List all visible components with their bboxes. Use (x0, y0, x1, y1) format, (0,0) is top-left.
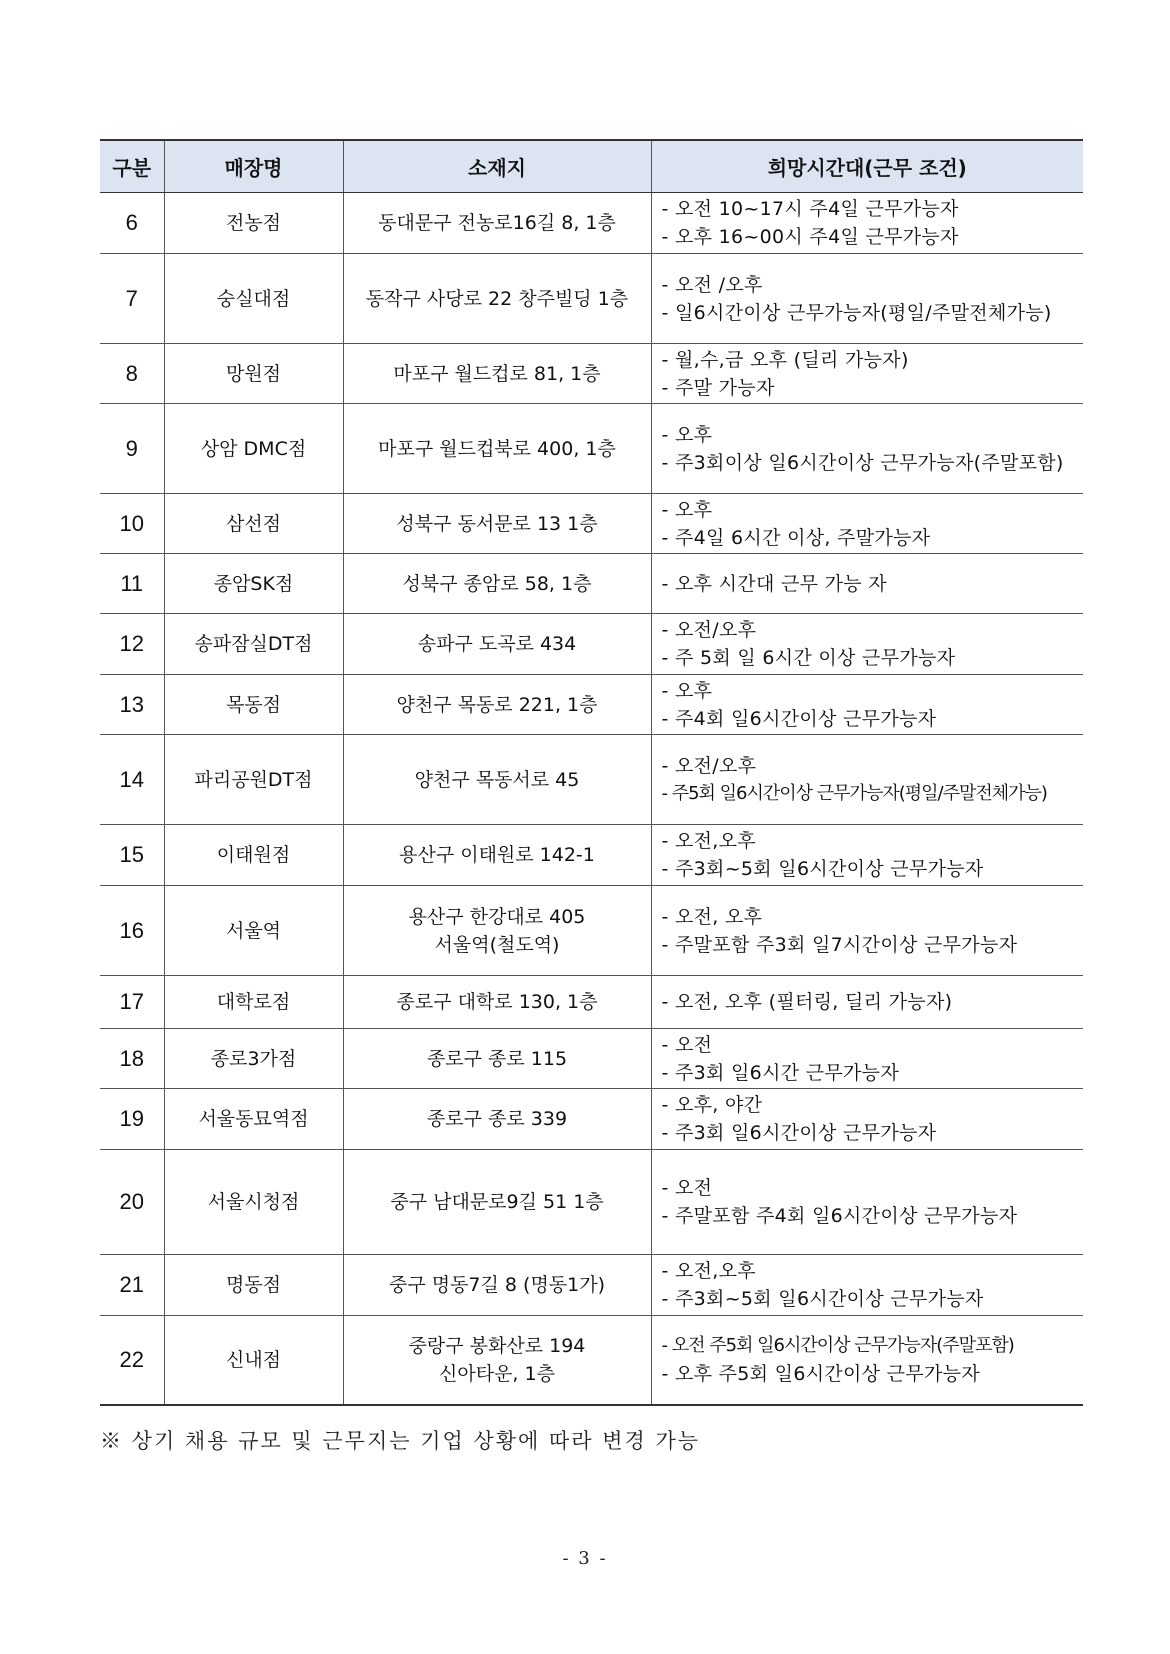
store-address (343, 976, 651, 1029)
store-name: 대학로점 (164, 976, 343, 1029)
store-name: 종로3가점 (164, 1029, 343, 1089)
row-number: 6 (100, 193, 164, 254)
store-name: 숭실대점 (164, 254, 343, 344)
table-row (100, 554, 1083, 614)
store-name: 송파잠실DT점 (164, 614, 343, 675)
table-row (100, 735, 1083, 825)
store-name: 명동점 (164, 1255, 343, 1316)
work-conditions (651, 735, 1083, 825)
condition-line: - 주말 가능자 (661, 376, 775, 399)
store-address (343, 494, 651, 554)
address-line: 성북구 동서문로 13 1층 (396, 512, 598, 535)
table-row (100, 1089, 1083, 1150)
work-conditions (651, 1316, 1083, 1405)
work-conditions (651, 614, 1083, 675)
store-address (343, 735, 651, 825)
store-name: 상암 DMC점 (164, 404, 343, 494)
address-line: 종로구 대학로 130, 1층 (396, 991, 598, 1013)
store-address (343, 193, 651, 254)
address-line: 용산구 이태원로 142-1 (399, 844, 595, 866)
store-address (343, 675, 651, 735)
condition-line: - 주말포함 주3회 일7시간이상 근무가능자 (661, 933, 1018, 956)
table-row (100, 675, 1083, 735)
condition-line: - 주3회이상 일6시간이상 근무가능자(주말포함) (661, 451, 1064, 474)
row-number: 12 (100, 614, 164, 675)
store-address (343, 1089, 651, 1150)
condition-line: - 오후 (661, 498, 713, 521)
condition-line: - 오후 (661, 679, 713, 702)
condition-line: - 월,수,금 오후 (딜리 가능자) (661, 348, 909, 371)
table-row (100, 254, 1083, 344)
condition-line: - 오후 주5회 일6시간이상 근무가능자 (661, 1362, 980, 1385)
store-table (100, 139, 1083, 1406)
store-name: 전농점 (164, 193, 343, 254)
header-location: 소재지 (343, 140, 651, 193)
table-row (100, 1255, 1083, 1316)
store-name: 신내점 (164, 1316, 343, 1405)
store-name: 파리공원DT점 (164, 735, 343, 825)
condition-line: - 오후, 야간 (661, 1094, 763, 1116)
condition-line: - 주3회~5회 일6시간이상 근무가능자 (661, 1288, 984, 1310)
condition-line: - 주3회 일6시간 근무가능자 (661, 1061, 899, 1084)
address-line: 양천구 목동서로 45 (414, 768, 580, 791)
table-row (100, 1029, 1083, 1089)
condition-line: - 오후 (661, 423, 713, 446)
work-conditions (651, 1029, 1083, 1089)
row-number: 21 (100, 1255, 164, 1316)
footnote: ※ 상기 채용 규모 및 근무지는 기업 상황에 따라 변경 가능 (100, 1429, 701, 1453)
address-line: 마포구 월드컵로 81, 1층 (393, 362, 601, 385)
store-address (343, 1316, 651, 1405)
store-address (343, 614, 651, 675)
row-number: 10 (100, 494, 164, 554)
row-number: 18 (100, 1029, 164, 1089)
work-conditions (651, 1255, 1083, 1316)
store-name: 서울동묘역점 (164, 1089, 343, 1150)
row-number: 20 (100, 1150, 164, 1255)
row-number: 9 (100, 404, 164, 494)
condition-line: - 주4회 일6시간이상 근무가능자 (661, 707, 937, 730)
table-row (100, 404, 1083, 494)
address-line: 중랑구 봉화산로 194 (408, 1334, 586, 1357)
store-address (343, 1255, 651, 1316)
row-number: 16 (100, 886, 164, 976)
condition-line: - 오전,오후 (661, 1260, 756, 1282)
row-number: 11 (100, 554, 164, 614)
page-number: - 3 - (562, 1548, 608, 1569)
store-address (343, 886, 651, 976)
condition-line: - 오전 /오후 (661, 273, 763, 296)
store-name: 종암SK점 (164, 554, 343, 614)
table-row (100, 976, 1083, 1029)
work-conditions (651, 344, 1083, 404)
condition-line: - 주5회 일6시간이상 근무가능자(평일/주말전체가능) (661, 782, 1047, 804)
header-preferred-hours: 희망시간대(근무 조건) (651, 140, 1083, 193)
store-address (343, 554, 651, 614)
table-row (100, 494, 1083, 554)
store-address (343, 825, 651, 886)
table-row (100, 825, 1083, 886)
work-conditions (651, 554, 1083, 614)
store-address (343, 1150, 651, 1255)
row-number: 19 (100, 1089, 164, 1150)
table-row (100, 1150, 1083, 1255)
work-conditions (651, 193, 1083, 254)
store-name: 이태원점 (164, 825, 343, 886)
store-name: 목동점 (164, 675, 343, 735)
address-line: 용산구 한강대로 405 (408, 905, 586, 928)
condition-line: - 오전,오후 (661, 830, 756, 852)
address-line: 마포구 월드컵북로 400, 1층 (378, 437, 616, 460)
condition-line: - 오전 주5회 일6시간이상 근무가능자(주말포함) (661, 1334, 1014, 1356)
table-header-row (100, 140, 1083, 193)
store-address (343, 344, 651, 404)
store-address (343, 1029, 651, 1089)
condition-line: - 일6시간이상 근무가능자(평일/주말전체가능) (661, 301, 1052, 324)
condition-line: - 주4일 6시간 이상, 주말가능자 (661, 526, 931, 549)
condition-line: - 오전 10~17시 주4일 근무가능자 (661, 198, 959, 220)
address-line: 종로구 종로 339 (426, 1108, 568, 1130)
work-conditions (651, 1089, 1083, 1150)
store-address (343, 254, 651, 344)
address-line: 신아타운, 1층 (439, 1362, 555, 1385)
row-number: 7 (100, 254, 164, 344)
work-conditions (651, 886, 1083, 976)
header-category: 구분 (100, 140, 164, 193)
condition-line: - 오전, 오후 (필터링, 딜리 가능자) (661, 991, 953, 1013)
store-name: 서울시청점 (164, 1150, 343, 1255)
table-row (100, 886, 1083, 976)
condition-line: - 주3회~5회 일6시간이상 근무가능자 (661, 858, 984, 880)
condition-line: - 오후 시간대 근무 가능 자 (661, 572, 887, 595)
work-conditions (651, 494, 1083, 554)
condition-line: - 오전, 오후 (661, 905, 763, 928)
table-row (100, 1316, 1083, 1405)
store-name: 삼선점 (164, 494, 343, 554)
work-conditions (651, 825, 1083, 886)
row-number: 8 (100, 344, 164, 404)
condition-line: - 오후 16~00시 주4일 근무가능자 (661, 226, 959, 248)
work-conditions (651, 1150, 1083, 1255)
address-line: 동대문구 전농로16길 8, 1층 (378, 212, 616, 234)
table-row (100, 344, 1083, 404)
store-name: 망원점 (164, 344, 343, 404)
table-row (100, 614, 1083, 675)
work-conditions (651, 254, 1083, 344)
row-number: 13 (100, 675, 164, 735)
work-conditions (651, 976, 1083, 1029)
row-number: 15 (100, 825, 164, 886)
condition-line: - 오전 (661, 1177, 713, 1199)
condition-line: - 주말포함 주4회 일6시간이상 근무가능자 (661, 1205, 1018, 1227)
address-line: 서울역(철도역) (434, 933, 560, 956)
address-line: 양천구 목동로 221, 1층 (396, 693, 598, 716)
address-line: 동작구 사당로 22 창주빌딩 1층 (365, 287, 629, 310)
condition-line: - 오전/오후 (661, 619, 757, 641)
address-line: 송파구 도곡로 434 (417, 633, 577, 655)
address-line: 중구 명동7길 8 (명동1가) (388, 1274, 606, 1296)
condition-line: - 오전 (661, 1033, 713, 1056)
row-number: 14 (100, 735, 164, 825)
header-store-name: 매장명 (164, 140, 343, 193)
store-name: 서울역 (164, 886, 343, 976)
condition-line: - 주 5회 일 6시간 이상 근무가능자 (661, 647, 956, 669)
address-line: 성북구 종암로 58, 1층 (402, 572, 592, 595)
store-address (343, 404, 651, 494)
row-number: 22 (100, 1316, 164, 1405)
table-row (100, 193, 1083, 254)
address-line: 종로구 종로 115 (426, 1047, 568, 1070)
condition-line: - 오전/오후 (661, 754, 757, 777)
address-line: 중구 남대문로9길 51 1층 (390, 1191, 604, 1213)
row-number: 17 (100, 976, 164, 1029)
work-conditions (651, 675, 1083, 735)
table-body (100, 193, 1083, 1405)
condition-line: - 주3회 일6시간이상 근무가능자 (661, 1122, 937, 1144)
work-conditions (651, 404, 1083, 494)
